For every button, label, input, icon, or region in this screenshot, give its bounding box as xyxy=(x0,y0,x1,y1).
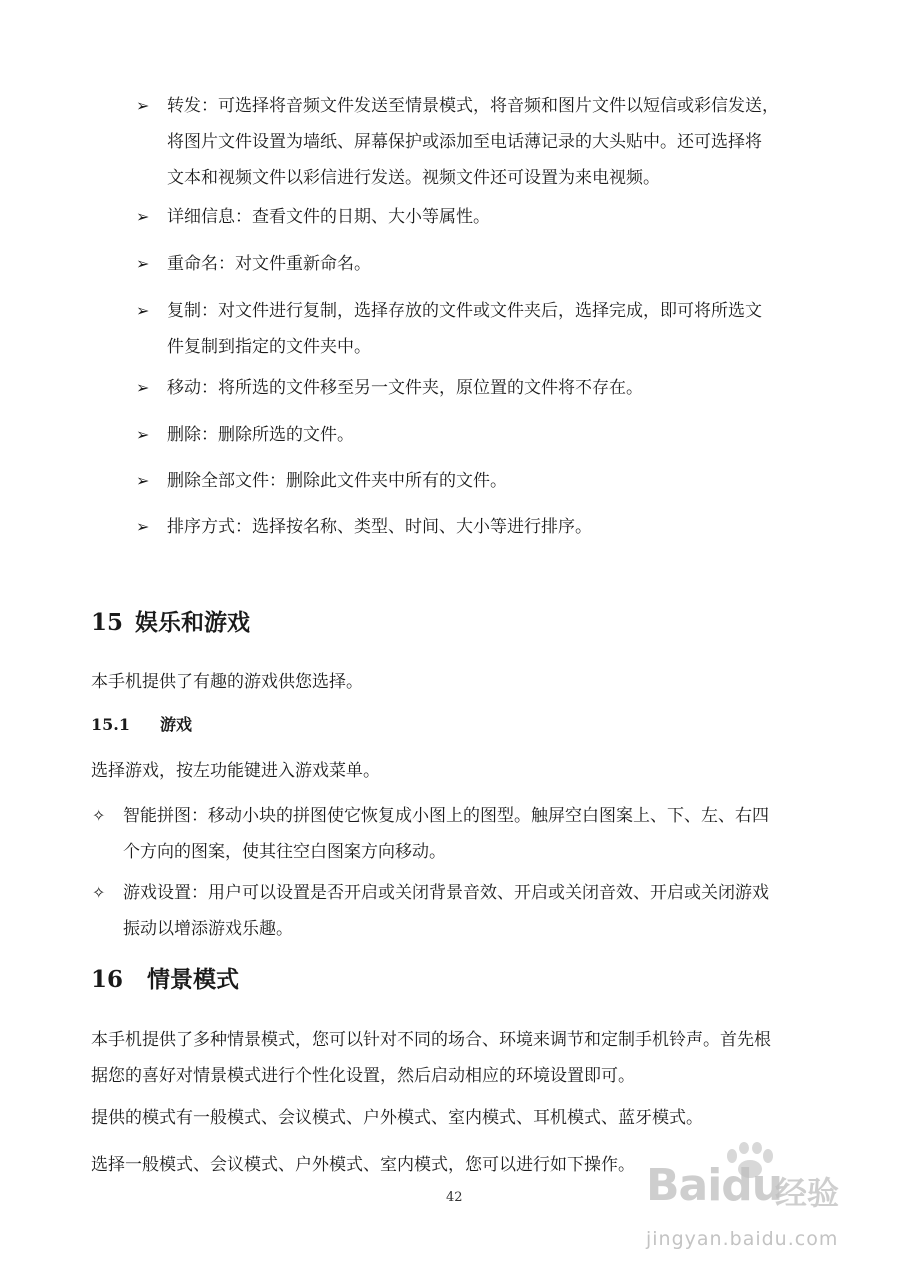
section-title: 娱乐和游戏 xyxy=(135,609,251,636)
list-line: 删除全部文件：删除此文件夹中所有的文件。 xyxy=(167,471,507,491)
list-line: 智能拼图：移动小块的拼图使它恢复成小图上的图型。触屏空白图案上、下、左、右四 xyxy=(123,806,769,826)
list-item-puzzle xyxy=(123,798,823,870)
watermark-cn: 经验 xyxy=(775,1174,840,1212)
list-line: 振动以增添游戏乐趣。 xyxy=(123,919,293,939)
list-line: 删除：删除所选的文件。 xyxy=(167,425,354,445)
watermark-logo: Baidu xyxy=(646,1160,783,1211)
diamond-bullet-icon: ✧ xyxy=(92,883,106,902)
list-line: 件复制到指定的文件夹中。 xyxy=(167,337,371,357)
list-item-details xyxy=(167,199,827,235)
list-line: 转发：可选择将音频文件发送至情景模式，将音频和图片文件以短信或彩信发送， xyxy=(167,96,779,116)
list-item-rename xyxy=(167,246,827,282)
section-15-intro: 本手机提供了有趣的游戏供您选择。 xyxy=(91,672,363,692)
arrow-bullet-icon: ➢ xyxy=(136,517,150,536)
subsection-number: 15.1 xyxy=(91,715,130,734)
arrow-bullet-icon: ➢ xyxy=(136,301,150,320)
list-line: 详细信息：查看文件的日期、大小等属性。 xyxy=(167,207,490,227)
subsection-intro: 选择游戏，按左功能键进入游戏菜单。 xyxy=(91,761,380,781)
arrow-bullet-icon: ➢ xyxy=(136,378,150,397)
list-item-forward xyxy=(167,88,827,196)
section-16-paragraph-3: 选择一般模式、会议模式、户外模式、室内模式，您可以进行如下操作。 xyxy=(91,1155,635,1175)
list-line: 排序方式：选择按名称、类型、时间、大小等进行排序。 xyxy=(167,517,592,537)
section-16-paragraph-1 xyxy=(91,1022,771,1094)
arrow-bullet-icon: ➢ xyxy=(136,207,150,226)
watermark-url: jingyan.baidu.com xyxy=(646,1228,839,1250)
list-item-move xyxy=(167,370,827,406)
diamond-bullet-icon: ✧ xyxy=(92,806,106,825)
list-item-sort xyxy=(167,509,827,545)
list-line: 将图片文件设置为墙纸、屏幕保护或添加至电话薄记录的大头贴中。还可选择将 xyxy=(167,132,762,152)
arrow-bullet-icon: ➢ xyxy=(136,425,150,444)
arrow-bullet-icon: ➢ xyxy=(136,471,150,490)
list-line: 复制：对文件进行复制，选择存放的文件或文件夹后，选择完成，即可将所选文 xyxy=(167,301,762,321)
section-title: 情景模式 xyxy=(147,966,240,993)
baidu-watermark xyxy=(640,1142,880,1260)
list-line: 移动：将所选的文件移至另一文件夹，原位置的文件将不存在。 xyxy=(167,378,643,398)
list-line: 重命名：对文件重新命名。 xyxy=(167,254,371,274)
section-16-heading xyxy=(91,962,239,998)
section-16-paragraph-2: 提供的模式有一般模式、会议模式、户外模式、室内模式、耳机模式、蓝牙模式。 xyxy=(91,1108,703,1128)
section-15-heading xyxy=(91,605,250,641)
arrow-bullet-icon: ➢ xyxy=(136,254,150,273)
paragraph-line: 据您的喜好对情景模式进行个性化设置，然后启动相应的环境设置即可。 xyxy=(91,1066,635,1086)
section-number: 15 xyxy=(91,609,124,636)
page-number: 42 xyxy=(446,1190,463,1205)
list-item-game-settings xyxy=(123,875,823,947)
paragraph-line: 本手机提供了多种情景模式，您可以针对不同的场合、环境来调节和定制手机铃声。首先根 xyxy=(91,1030,771,1050)
section-number: 16 xyxy=(91,966,124,993)
list-item-copy xyxy=(167,293,827,365)
list-item-delete xyxy=(167,417,827,453)
list-line: 游戏设置：用户可以设置是否开启或关闭背景音效、开启或关闭音效、开启或关闭游戏 xyxy=(123,883,769,903)
subsection-15-1-heading xyxy=(91,710,192,740)
subsection-title: 游戏 xyxy=(159,715,192,734)
list-line: 个方向的图案，使其往空白图案方向移动。 xyxy=(123,842,446,862)
list-line: 文本和视频文件以彩信进行发送。视频文件还可设置为来电视频。 xyxy=(167,168,660,188)
list-item-delete-all xyxy=(167,463,827,499)
arrow-bullet-icon: ➢ xyxy=(136,96,150,115)
